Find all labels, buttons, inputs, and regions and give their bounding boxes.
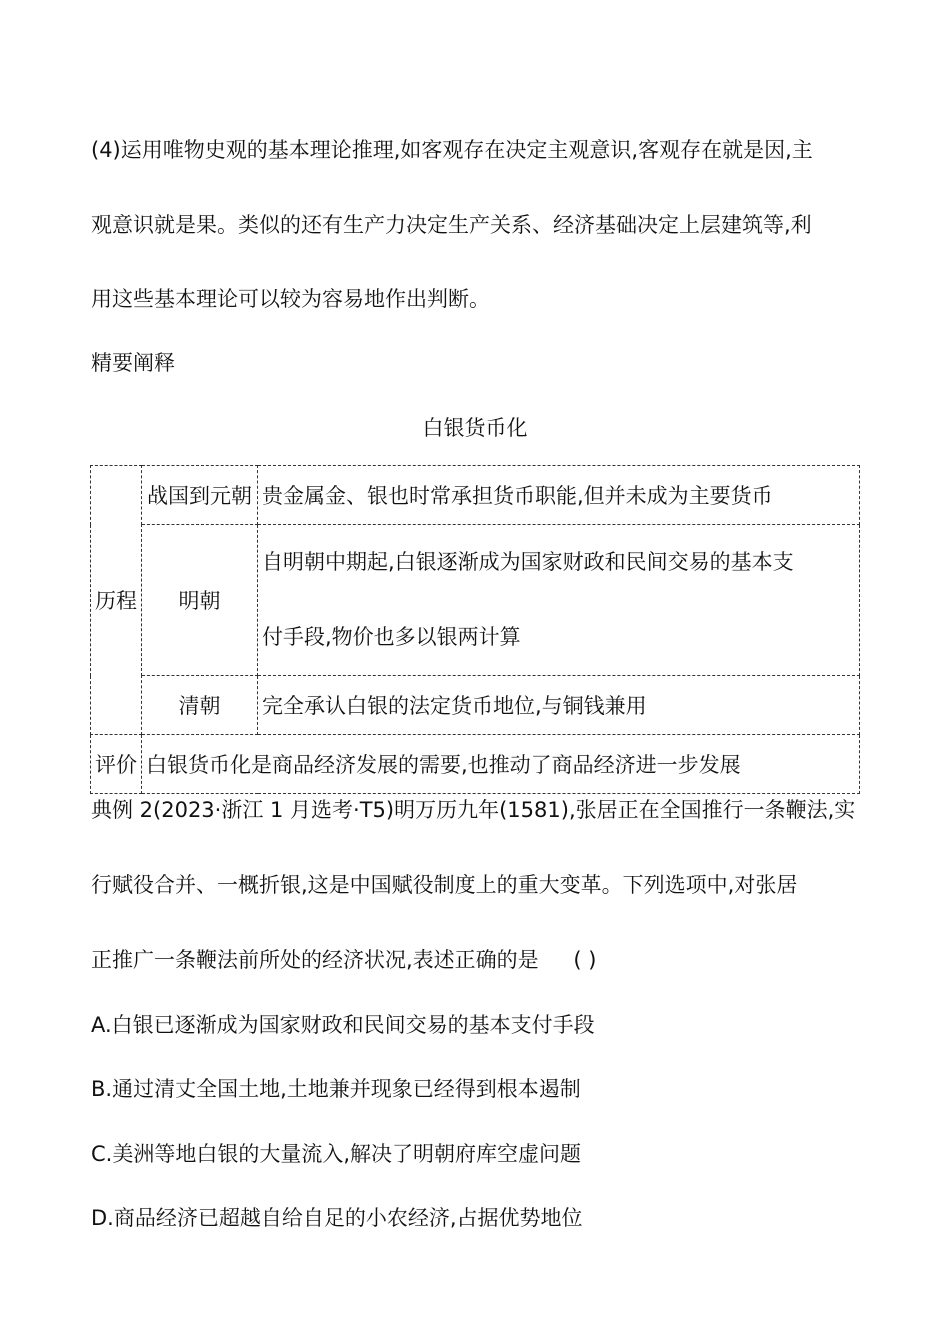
category-cell: 评价 bbox=[91, 735, 142, 794]
paragraph-line: 用这些基本理论可以较为容易地作出判断。 bbox=[91, 287, 490, 311]
description-line: 付手段,物价也多以银两计算 bbox=[262, 625, 521, 649]
table-title: 白银货币化 bbox=[422, 416, 528, 440]
question-stem: 正推广一条鞭法前所处的经济状况,表述正确的是 bbox=[91, 948, 539, 972]
description-line: 自明朝中期起,白银逐渐成为国家财政和民间交易的基本支 bbox=[262, 550, 794, 574]
table-row bbox=[91, 676, 860, 735]
example-line: 典例 2(2023·浙江 1 月选考·T5)明万历九年(1581),张居正在全国推行一条鞭法,实 bbox=[91, 798, 856, 822]
option-a: A.白银已逐渐成为国家财政和民间交易的基本支付手段 bbox=[91, 1013, 595, 1037]
paragraph-line: 观意识就是果。类似的还有生产力决定生产关系、经济基础决定上层建筑等,利 bbox=[91, 213, 812, 237]
period-cell: 明朝 bbox=[142, 525, 258, 676]
category-cell: 历程 bbox=[91, 466, 142, 735]
option-c: C.美洲等地白银的大量流入,解决了明朝府库空虚问题 bbox=[91, 1142, 582, 1166]
option-b: B.通过清丈全国土地,土地兼并现象已经得到根本遏制 bbox=[91, 1077, 581, 1101]
paragraph-line: (4)运用唯物史观的基本理论推理,如客观存在决定主观意识,客观存在就是因,主 bbox=[91, 138, 813, 162]
option-d: D.商品经济已超越自给自足的小农经济,占据优势地位 bbox=[91, 1206, 583, 1230]
answer-bracket: ( ) bbox=[573, 948, 597, 972]
evaluation-cell: 白银货币化是商品经济发展的需要,也推动了商品经济进一步发展 bbox=[142, 735, 860, 794]
summary-table bbox=[90, 465, 860, 794]
table-row bbox=[91, 525, 860, 676]
section-heading: 精要阐释 bbox=[91, 351, 175, 375]
period-cell: 清朝 bbox=[142, 676, 258, 735]
description-cell: 完全承认白银的法定货币地位,与铜钱兼用 bbox=[258, 676, 860, 735]
description-cell bbox=[258, 525, 860, 676]
description-cell: 贵金属金、银也时常承担货币职能,但并未成为主要货币 bbox=[258, 466, 860, 525]
period-cell: 战国到元朝 bbox=[142, 466, 258, 525]
table-row bbox=[91, 735, 860, 794]
table-row bbox=[91, 466, 860, 525]
example-line: 行赋役合并、一概折银,这是中国赋役制度上的重大变革。下列选项中,对张居 bbox=[91, 873, 798, 897]
example-line bbox=[91, 945, 596, 975]
